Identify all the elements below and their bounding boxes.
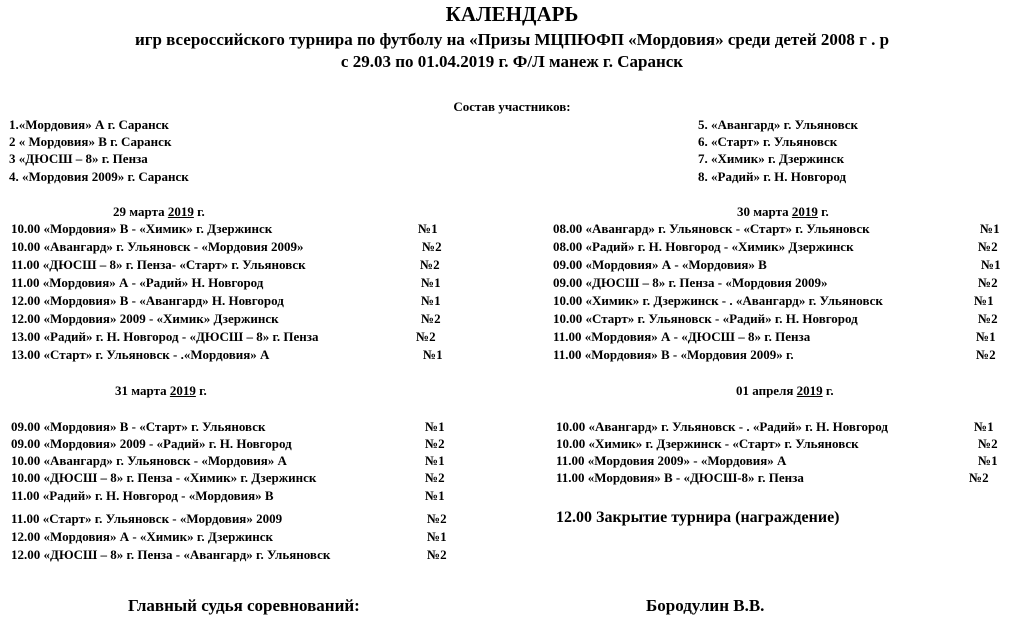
field-number: №1 <box>978 453 998 468</box>
document-title: КАЛЕНДАРЬ <box>445 2 579 26</box>
field-number: №1 <box>425 453 445 468</box>
field-number: №1 <box>981 257 1001 272</box>
day-heading-1: 29 марта 2019 г. <box>113 204 205 219</box>
field-number: №2 <box>427 547 447 562</box>
match-row <box>553 293 1008 309</box>
field-number: №2 <box>425 436 445 451</box>
match-row <box>553 347 1008 363</box>
match-row <box>11 275 451 291</box>
match-text: 11.00 «Мордовия 2009» - «Мордовия» А <box>556 453 787 468</box>
match-text: 10.00 «Мордовия» В - «Химик» г. Дзержинск <box>11 221 273 236</box>
field-number: №1 <box>976 329 996 344</box>
match-row <box>11 436 456 452</box>
day-heading-3: 31 марта 2019 г. <box>115 383 207 398</box>
match-text: 10.00 «Старт» г. Ульяновск - «Радий» г. Н. Новгород <box>553 311 858 326</box>
participant-8: 8. «Радий» г. Н. Новгород <box>698 169 847 184</box>
field-number: №2 <box>978 436 998 451</box>
field-number: №2 <box>978 311 998 326</box>
participant-3: 3 «ДЮСШ – 8» г. Пенза <box>9 151 148 166</box>
match-text: 09.00 «Мордовия» В - «Старт» г. Ульяновск <box>11 419 266 434</box>
field-number: №2 <box>978 275 998 290</box>
field-number: №1 <box>974 419 994 434</box>
match-text: 10.00 «Химик» г. Дзержинск - «Старт» г. Ульяновск <box>556 436 859 451</box>
match-text: 13.00 «Старт» г. Ульяновск - .«Мордовия» А <box>11 347 270 362</box>
match-row <box>553 221 1008 237</box>
date-year: 2019 <box>167 204 194 219</box>
match-row <box>553 329 1008 345</box>
match-row <box>553 257 1008 273</box>
participant-1: 1.«Мордовия» А г. Саранск <box>9 117 169 132</box>
match-row <box>11 239 451 255</box>
field-number: №2 <box>421 311 441 326</box>
match-text: 11.00 «Мордовия» А - «Радий» Н. Новгород <box>11 275 264 290</box>
field-number: №2 <box>416 329 436 344</box>
match-row <box>11 293 451 309</box>
match-text: 08.00 «Авангард» г. Ульяновск - «Старт» г. Ульяновск <box>553 221 870 236</box>
match-text: 11.00 «Старт» г. Ульяновск - «Мордовия» 2009 <box>11 511 283 526</box>
match-row <box>553 311 1008 327</box>
field-number: №2 <box>422 239 442 254</box>
field-number: №2 <box>420 257 440 272</box>
document-subtitle-line-1: игр всероссийского турнира по футболу на «Призы МЦПЮФП «Мордовия» среди детей 2008 г . р <box>134 30 890 49</box>
match-text: 11.00 «Мордовия» В - «Мордовия 2009» г. <box>553 347 794 362</box>
participant-7: 7. «Химик» г. Дзержинск <box>698 151 845 166</box>
match-text: 10.00 «Авангард» г. Ульяновск - . «Радий» г. Н. Новгород <box>556 419 888 434</box>
match-text: 09.00 «Мордовия» А - «Мордовия» В <box>553 257 767 272</box>
chief-judge-label: Главный судья соревнований: <box>128 596 360 615</box>
match-text: 09.00 «Мордовия» 2009 - «Радий» г. Н. Новгород <box>11 436 292 451</box>
field-number: №1 <box>427 529 447 544</box>
match-text: 08.00 «Радий» г. Н. Новгород - «Химик» Дзержинск <box>553 239 854 254</box>
chief-judge-name: Бородулин В.В. <box>646 596 765 615</box>
match-text: 11.00 «ДЮСШ – 8» г. Пенза- «Старт» г. Ульяновск <box>11 257 306 272</box>
match-text: 10.00 «Авангард» г. Ульяновск - «Мордовия» А <box>11 453 287 468</box>
match-row <box>11 221 451 237</box>
field-number: №1 <box>421 293 441 308</box>
match-row <box>11 257 451 273</box>
match-text: 10.00 «ДЮСШ – 8» г. Пенза - «Химик» г. Дзержинск <box>11 470 317 485</box>
match-text: 12.00 «Мордовия» В - «Авангард» Н. Новгород <box>11 293 284 308</box>
day-heading-2: 30 марта 2019 г. <box>737 204 829 219</box>
match-text: 11.00 «Мордовия» А - «ДЮСШ – 8» г. Пенза <box>553 329 811 344</box>
field-number: №1 <box>421 275 441 290</box>
match-row <box>11 529 456 545</box>
participant-6: 6. «Старт» г. Ульяновск <box>698 134 838 149</box>
match-text: 12.00 «Мордовия» А - «Химик» г. Дзержинск <box>11 529 273 544</box>
match-row <box>556 453 1004 469</box>
match-row <box>11 470 456 486</box>
match-text: 12.00 «Мордовия» 2009 - «Химик» Дзержинск <box>11 311 279 326</box>
participant-2: 2 « Мордовия» В г. Саранск <box>9 134 172 149</box>
participant-5: 5. «Авангард» г. Ульяновск <box>698 117 859 132</box>
match-row <box>553 275 1008 291</box>
day-heading-4: 01 апреля 2019 г. <box>736 383 834 398</box>
field-number: №2 <box>425 470 445 485</box>
match-row <box>11 311 451 327</box>
field-number: №1 <box>425 488 445 503</box>
match-row <box>11 419 456 435</box>
field-number: №2 <box>427 511 447 526</box>
match-row <box>11 511 456 527</box>
field-number: №1 <box>423 347 443 362</box>
field-number: №2 <box>978 239 998 254</box>
field-number: №1 <box>980 221 1000 236</box>
participant-4: 4. «Мордовия 2009» г. Саранск <box>9 169 189 184</box>
match-row <box>556 436 1004 452</box>
date-year: 2019 <box>791 204 818 219</box>
field-number: №2 <box>976 347 996 362</box>
match-text: 13.00 «Радий» г. Н. Новгород - «ДЮСШ – 8» г. Пенза <box>11 329 319 344</box>
document-subtitle-line-2: с 29.03 по 01.04.2019 г. Ф/Л манеж г. Саранск <box>340 52 684 71</box>
match-row <box>11 347 451 363</box>
match-text: 11.00 «Мордовия» В - «ДЮСШ-8» г. Пенза <box>556 470 804 485</box>
participants-heading: Состав участников: <box>453 99 571 114</box>
match-row <box>11 329 451 345</box>
match-row <box>553 239 1008 255</box>
match-text: 09.00 «ДЮСШ – 8» г. Пенза - «Мордовия 2009» <box>553 275 828 290</box>
match-row <box>11 547 456 563</box>
match-row <box>11 488 456 504</box>
match-row <box>556 419 1004 435</box>
field-number: №1 <box>974 293 994 308</box>
field-number: №2 <box>969 470 989 485</box>
field-number: №1 <box>425 419 445 434</box>
match-text: 12.00 «ДЮСШ – 8» г. Пенза - «Авангард» г. Ульяновск <box>11 547 331 562</box>
closing-ceremony: 12.00 Закрытие турнира (награждение) <box>556 509 840 526</box>
match-text: 10.00 «Авангард» г. Ульяновск - «Мордовия 2009» <box>11 239 304 254</box>
match-row <box>556 470 1004 486</box>
match-text: 11.00 «Радий» г. Н. Новгород - «Мордовия» В <box>11 488 274 503</box>
match-text: 10.00 «Химик» г. Дзержинск - . «Авангард» г. Ульяновск <box>553 293 883 308</box>
date-year: 2019 <box>169 383 196 398</box>
date-year: 2019 <box>796 383 823 398</box>
match-row <box>11 453 456 469</box>
field-number: №1 <box>418 221 438 236</box>
